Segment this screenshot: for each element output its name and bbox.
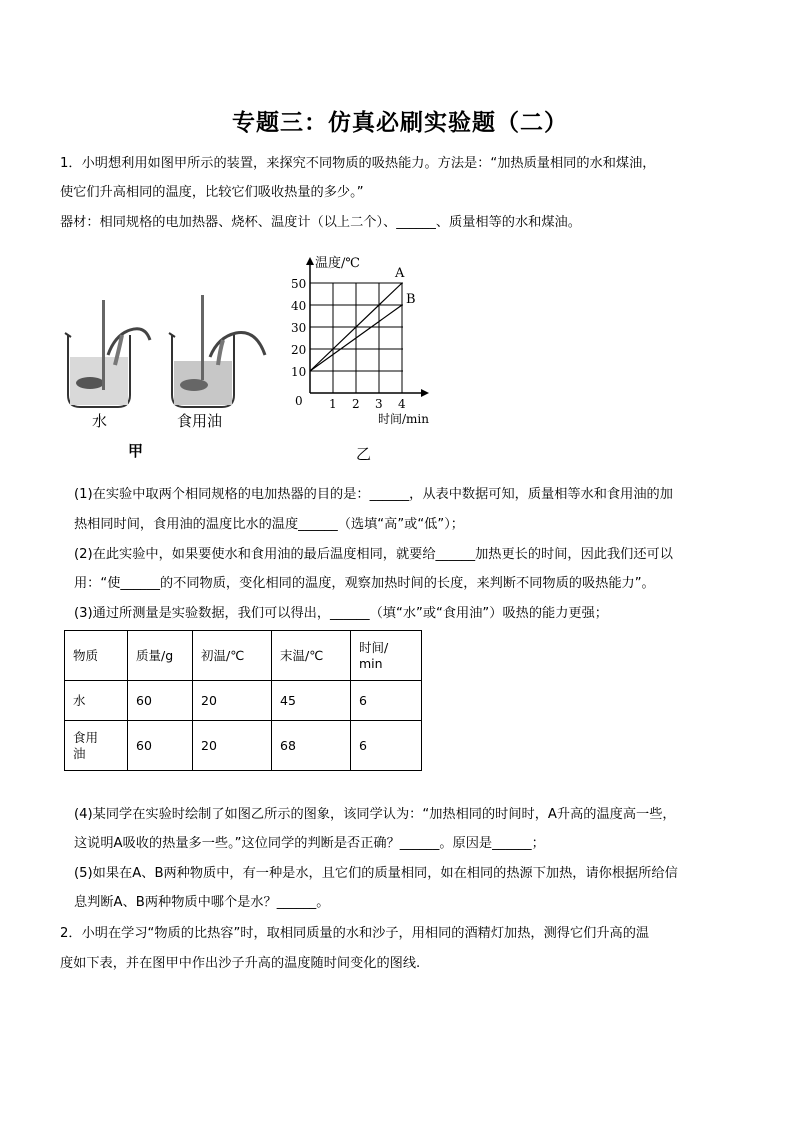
q1-sub4-line2: 这说明A吸收的热量多一些。”这位同学的判断是否正确？______。原因是______； [74,836,545,851]
table-cell: 45 [272,681,351,721]
table-header-cell: 初温/℃ [193,631,272,681]
table-cell: 60 [128,721,193,771]
q1-sub2-line1: (2)在此实验中，如果要使水和食用油的最后温度相同，就要给______加热更长的时间，因此我们还可以 [74,547,673,562]
label-water: 水 [92,412,108,430]
q1-sub1-line1: (1)在实验中取两个相同规格的电加热器的目的是：______，从表中数据可知，质量相等水和食用油的加 [74,487,673,502]
q1-sub1-line2: 热相同时间，食用油的温度比水的温度______（选填“高”或“低”）； [74,517,464,532]
y-tick-10: 10 [291,365,307,379]
y-tick-30: 30 [291,321,307,335]
data-table [64,630,422,771]
table-header-cell: 末温/℃ [272,631,351,681]
y-tick-40: 40 [291,299,307,313]
beaker-figure [60,295,280,455]
q1-materials: 器材：相同规格的电加热器、烧杯、温度计（以上二个）、______、质量相等的水和煤油。 [60,215,581,230]
x-tick-1: 1 [329,397,337,411]
table-header-row [65,631,422,681]
table-cell: 6 [351,681,422,721]
q1-sub3-line1: (3)通过所测量是实验数据，我们可以得出，______（填“水”或“食用油”）吸热的能力更强； [74,606,608,621]
y-tick-50: 50 [291,277,307,291]
figure-caption-yi: 乙 [356,445,372,463]
temperature-graph [285,255,485,435]
q1-sub5-line1: (5)如果在A、B两种物质中，有一种是水，且它们的质量相同，如在相同的热源下加热，请你根据所给信 [74,866,678,881]
q2-line2: 度如下表，并在图甲中作出沙子升高的温度随时间变化的图线. [60,956,421,971]
table-cell: 食用 油 [65,721,128,771]
page-title: 专题三：仿真必刷实验题（二） [232,109,568,136]
table-header-cell: 时间/ min [351,631,422,681]
q1-intro-line2: 使它们升高相同的温度，比较它们吸收热量的多少。” [60,185,364,200]
line-b-label: B [406,292,416,307]
label-oil: 食用油 [177,412,223,430]
oil-beaker-icon [169,295,265,407]
table-row [65,721,422,771]
x-axis-label: 时间/min [378,412,429,426]
table-row [65,681,422,721]
q1-sub2-line2: 用：“使______的不同物质，变化相同的温度，观察加热时间的长度，来判断不同物质的吸热能力”。 [74,576,655,591]
y-axis-label: 温度/℃ [315,256,360,271]
x-tick-2: 2 [352,397,360,411]
water-beaker-icon [65,300,150,407]
table-cell: 水 [65,681,128,721]
x-tick-3: 3 [375,397,383,411]
line-a-label: A [395,266,405,281]
y-tick-0: 0 [295,394,303,408]
table-cell: 20 [193,721,272,771]
y-tick-20: 20 [291,343,307,357]
q2-line1: 2．小明在学习“物质的比热容”时，取相同质量的水和沙子，用相同的酒精灯加热，测得它们升高的温 [60,926,650,941]
table-cell: 6 [351,721,422,771]
figure-caption-jia: 甲 [128,442,144,460]
q1-sub4-line1: (4)某同学在实验时绘制了如图乙所示的图象，该同学认为：“加热相同的时间时，A升高的温度高一些， [74,807,676,822]
table-header-cell: 质量/g [128,631,193,681]
q1-sub5-line2: 息判断A、B两种物质中哪个是水？______。 [74,895,330,910]
q1-intro-line1: 1．小明想利用如图甲所示的装置，来探究不同物质的吸热能力。方法是：“加热质量相同的水和煤油， [60,156,656,171]
table-cell: 20 [193,681,272,721]
table-cell: 60 [128,681,193,721]
x-tick-4: 4 [398,397,406,411]
table-header-cell: 物质 [65,631,128,681]
table-cell: 68 [272,721,351,771]
